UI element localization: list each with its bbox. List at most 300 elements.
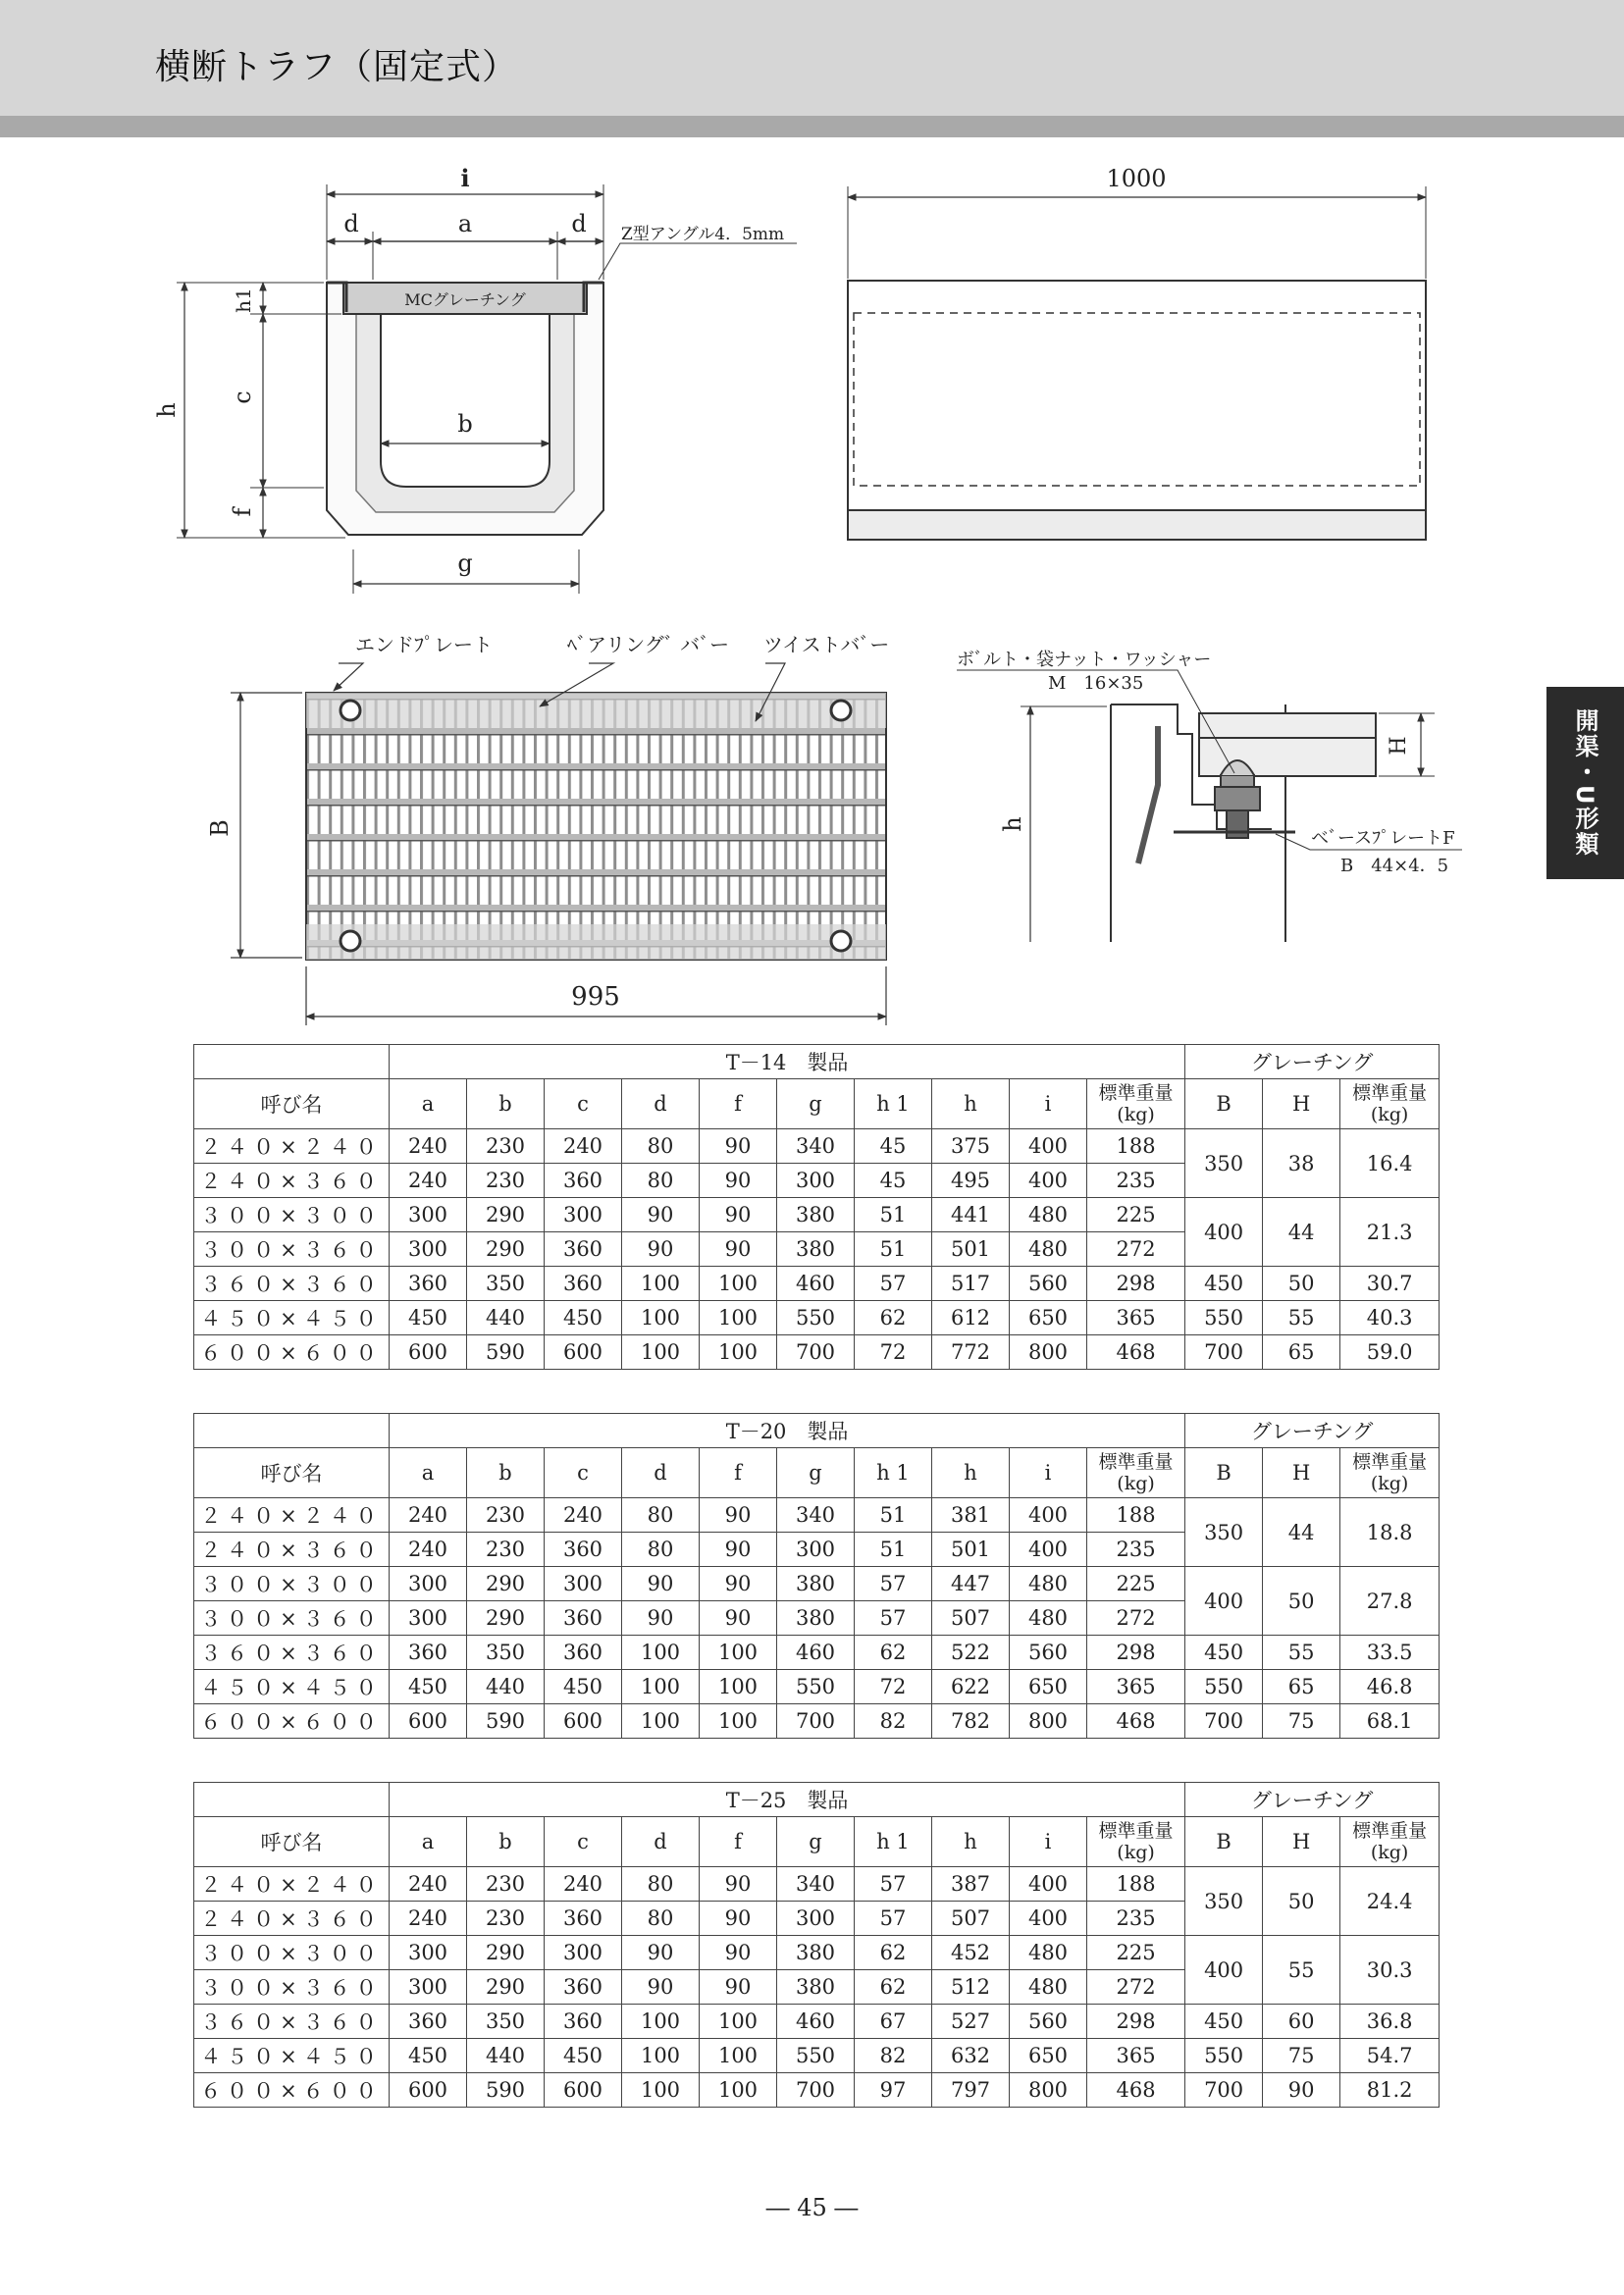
grating-cell: 30.7: [1340, 1267, 1440, 1301]
grating-cell: 400: [1185, 1198, 1263, 1267]
dim-g-label: g: [457, 549, 473, 577]
table-cell: 62: [855, 1970, 932, 2005]
table-cell: 340: [777, 1867, 855, 1902]
table-cell: 90: [700, 1129, 777, 1164]
column-header: f: [700, 1817, 777, 1867]
column-header: h: [932, 1448, 1010, 1498]
table-cell: 100: [700, 1301, 777, 1335]
table-cell: 512: [932, 1970, 1010, 2005]
table-cell: 230: [467, 1164, 545, 1198]
table-cell: 507: [932, 1902, 1010, 1936]
column-header: h 1: [855, 1448, 932, 1498]
table-cell: 800: [1010, 1335, 1087, 1370]
grating-cell: 450: [1185, 1636, 1263, 1670]
column-header: c: [545, 1079, 622, 1129]
table-cell: 650: [1010, 1670, 1087, 1704]
base-plate-spec: B 44×4．5: [1340, 856, 1449, 876]
dim-d-label-right: d: [571, 210, 587, 237]
table-cell: 782: [932, 1704, 1010, 1739]
table-cell: 350: [467, 2005, 545, 2039]
table-cell: 360: [545, 1232, 622, 1267]
table-cell: 365: [1087, 1670, 1185, 1704]
table-row: [194, 1301, 1440, 1335]
table-cell: 90: [622, 1567, 700, 1601]
table-cell: 632: [932, 2039, 1010, 2073]
column-header: 呼び名: [194, 1079, 390, 1129]
table-cell: 240: [545, 1129, 622, 1164]
table-cell: 550: [777, 2039, 855, 2073]
table-cell: 90: [700, 1601, 777, 1636]
grating-cell: 75: [1263, 2039, 1340, 2073]
table-cell: 600: [390, 1704, 467, 1739]
table-cell: 80: [622, 1867, 700, 1902]
table-cell: 90: [700, 1970, 777, 2005]
table-cell: 560: [1010, 1267, 1087, 1301]
table-cell: 290: [467, 1601, 545, 1636]
table-cell: 590: [467, 1335, 545, 1370]
table-cell: 772: [932, 1335, 1010, 1370]
table-header-row: [194, 1817, 1440, 1867]
nominal-size-cell: ２４０×２４０: [194, 1498, 390, 1533]
table-cell: 272: [1087, 1970, 1185, 2005]
table-cell: 67: [855, 2005, 932, 2039]
table-cell: 230: [467, 1867, 545, 1902]
table-cell: 90: [700, 1164, 777, 1198]
bolt-spec: M 16×35: [1048, 673, 1144, 694]
table-cell: 90: [622, 1601, 700, 1636]
nominal-size-cell: ６００×６００: [194, 1335, 390, 1370]
grating-cell: 36.8: [1340, 2005, 1440, 2039]
grating-cell: 550: [1185, 1670, 1263, 1704]
dim-a-label: a: [457, 210, 473, 237]
grating-cell: 59.0: [1340, 1335, 1440, 1370]
product-group-header: T－20 製品: [390, 1414, 1185, 1448]
table-cell: 240: [390, 1164, 467, 1198]
table-cell: 450: [390, 1301, 467, 1335]
table-cell: 188: [1087, 1498, 1185, 1533]
table-cell: 90: [622, 1198, 700, 1232]
table-row: [194, 1936, 1440, 1970]
table-cell: 600: [545, 1704, 622, 1739]
table-row: [194, 1129, 1440, 1164]
table-cell: 550: [777, 1670, 855, 1704]
table-row: [194, 1498, 1440, 1533]
table-cell: 90: [700, 1533, 777, 1567]
table-cell: 90: [700, 1867, 777, 1902]
nominal-size-cell: ３００×３６０: [194, 1970, 390, 2005]
grating-cell: 54.7: [1340, 2039, 1440, 2073]
table-cell: 501: [932, 1232, 1010, 1267]
base-plate-label: ベﾞースﾌﾟレートF: [1311, 828, 1455, 849]
table-cell: 441: [932, 1198, 1010, 1232]
table-cell: 290: [467, 1232, 545, 1267]
table-cell: 375: [932, 1129, 1010, 1164]
table-corner-cell: [194, 1045, 390, 1079]
table-cell: 460: [777, 2005, 855, 2039]
table-cell: 700: [777, 1335, 855, 1370]
table-cell: 400: [1010, 1164, 1087, 1198]
table-cell: 468: [1087, 1335, 1185, 1370]
table-cell: 600: [545, 2073, 622, 2108]
grating-cell: 38: [1263, 1129, 1340, 1198]
column-header: c: [545, 1448, 622, 1498]
grating-cell: 16.4: [1340, 1129, 1440, 1198]
end-plate-label: エンドﾌﾟレート: [355, 633, 493, 656]
table-cell: 298: [1087, 1636, 1185, 1670]
table-cell: 298: [1087, 2005, 1185, 2039]
column-header: i: [1010, 1817, 1087, 1867]
header-strip: [0, 116, 1624, 137]
column-header: a: [390, 1817, 467, 1867]
table-cell: 100: [700, 2039, 777, 2073]
column-header: b: [467, 1448, 545, 1498]
side-view-drawing: [848, 186, 1426, 540]
nominal-size-cell: ２４０×３６０: [194, 1164, 390, 1198]
nominal-size-cell: ６００×６００: [194, 1704, 390, 1739]
nominal-size-cell: ３６０×３６０: [194, 1267, 390, 1301]
table-cell: 460: [777, 1267, 855, 1301]
table-cell: 100: [700, 1267, 777, 1301]
column-header: h 1: [855, 1079, 932, 1129]
table-cell: 800: [1010, 1704, 1087, 1739]
table-cell: 300: [545, 1567, 622, 1601]
table-cell: 90: [700, 1198, 777, 1232]
table-cell: 380: [777, 1232, 855, 1267]
table-row: [194, 2039, 1440, 2073]
nominal-size-cell: ４５０×４５０: [194, 1301, 390, 1335]
table-cell: 360: [545, 1970, 622, 2005]
table-cell: 272: [1087, 1232, 1185, 1267]
table-cell: 468: [1087, 2073, 1185, 2108]
table-title-row: [194, 1414, 1440, 1448]
table-cell: 360: [545, 1164, 622, 1198]
table-cell: 380: [777, 1936, 855, 1970]
table-cell: 612: [932, 1301, 1010, 1335]
table-cell: 300: [390, 1232, 467, 1267]
nominal-size-cell: ２４０×３６０: [194, 1533, 390, 1567]
nominal-size-cell: ３００×３６０: [194, 1601, 390, 1636]
table-title-row: [194, 1045, 1440, 1079]
nominal-size-cell: ２４０×３６０: [194, 1902, 390, 1936]
column-header: B: [1185, 1817, 1263, 1867]
grating-group-header: グレーチング: [1185, 1783, 1440, 1817]
table-cell: 450: [545, 1670, 622, 1704]
table-cell: 80: [622, 1164, 700, 1198]
table-header-row: [194, 1079, 1440, 1129]
column-header: 標準重量 (kg): [1340, 1817, 1440, 1867]
table-cell: 360: [545, 2005, 622, 2039]
table-cell: 400: [1010, 1498, 1087, 1533]
grating-cell: 50: [1263, 1567, 1340, 1636]
table-cell: 80: [622, 1129, 700, 1164]
table-cell: 360: [545, 1267, 622, 1301]
table-cell: 360: [545, 1533, 622, 1567]
table-cell: 452: [932, 1936, 1010, 1970]
table-cell: 82: [855, 1704, 932, 1739]
grating-cell: 75: [1263, 1704, 1340, 1739]
nominal-size-cell: ３６０×３６０: [194, 2005, 390, 2039]
table-cell: 400: [1010, 1533, 1087, 1567]
table-cell: 100: [622, 1670, 700, 1704]
table-cell: 590: [467, 1704, 545, 1739]
table-cell: 188: [1087, 1129, 1185, 1164]
table-cell: 797: [932, 2073, 1010, 2108]
cross-section-drawing: [177, 184, 797, 594]
table-cell: 80: [622, 1498, 700, 1533]
table-cell: 300: [545, 1198, 622, 1232]
table-cell: 360: [545, 1902, 622, 1936]
table-cell: 240: [545, 1867, 622, 1902]
dim-H-label: H: [1387, 736, 1411, 756]
grating-cell: 65: [1263, 1335, 1340, 1370]
table-corner-cell: [194, 1783, 390, 1817]
grating-cell: 55: [1263, 1301, 1340, 1335]
table-cell: 460: [777, 1636, 855, 1670]
column-header: d: [622, 1079, 700, 1129]
table-cell: 380: [777, 1198, 855, 1232]
grating-cell: 55: [1263, 1936, 1340, 2005]
table-cell: 240: [390, 1902, 467, 1936]
table-cell: 560: [1010, 2005, 1087, 2039]
page-title: 横断トラフ（固定式）: [155, 47, 519, 87]
grating-cell: 350: [1185, 1867, 1263, 1936]
nominal-size-cell: ３００×３６０: [194, 1232, 390, 1267]
dim-h-label: h: [153, 402, 181, 418]
table-cell: 82: [855, 2039, 932, 2073]
table-cell: 400: [1010, 1129, 1087, 1164]
table-cell: 100: [622, 1301, 700, 1335]
table-cell: 480: [1010, 1232, 1087, 1267]
grating-cell: 81.2: [1340, 2073, 1440, 2108]
table-cell: 380: [777, 1601, 855, 1636]
table-cell: 468: [1087, 1704, 1185, 1739]
table-cell: 290: [467, 1970, 545, 2005]
grating-cell: 400: [1185, 1567, 1263, 1636]
grating-cell: 68.1: [1340, 1704, 1440, 1739]
table-cell: 300: [390, 1601, 467, 1636]
table-cell: 100: [622, 2005, 700, 2039]
table-cell: 290: [467, 1198, 545, 1232]
table-cell: 80: [622, 1533, 700, 1567]
table-cell: 51: [855, 1232, 932, 1267]
spec-table-t14: [193, 1044, 1440, 1370]
table-cell: 387: [932, 1867, 1010, 1902]
dim-B-label: B: [206, 819, 234, 837]
grating-group-header: グレーチング: [1185, 1045, 1440, 1079]
table-cell: 240: [545, 1498, 622, 1533]
grating-cell: 55: [1263, 1636, 1340, 1670]
table-cell: 360: [545, 1636, 622, 1670]
twist-bar-label: ツイストバﾞー: [763, 633, 890, 656]
nominal-size-cell: ２４０×２４０: [194, 1129, 390, 1164]
table-cell: 57: [855, 1567, 932, 1601]
grating-cell: 44: [1263, 1498, 1340, 1567]
table-cell: 360: [545, 1601, 622, 1636]
table-cell: 527: [932, 2005, 1010, 2039]
table-cell: 300: [777, 1164, 855, 1198]
table-cell: 365: [1087, 1301, 1185, 1335]
table-cell: 360: [390, 1267, 467, 1301]
table-cell: 45: [855, 1164, 932, 1198]
nominal-size-cell: ２４０×２４０: [194, 1867, 390, 1902]
table-cell: 450: [390, 1670, 467, 1704]
table-cell: 480: [1010, 1198, 1087, 1232]
grating-cell: 700: [1185, 1335, 1263, 1370]
grating-plan-drawing: [231, 663, 886, 1025]
table-cell: 100: [700, 1670, 777, 1704]
table-cell: 350: [467, 1267, 545, 1301]
bolt-label: ボﾞルト・袋ナット・ワッシャー: [957, 650, 1212, 670]
dim-c-label: c: [229, 391, 256, 404]
column-header: B: [1185, 1448, 1263, 1498]
column-header: 標準重量 (kg): [1087, 1448, 1185, 1498]
product-group-header: T－25 製品: [390, 1783, 1185, 1817]
table-cell: 240: [390, 1498, 467, 1533]
table-cell: 90: [622, 1232, 700, 1267]
nominal-size-cell: ３００×３００: [194, 1567, 390, 1601]
table-cell: 51: [855, 1533, 932, 1567]
column-header: i: [1010, 1079, 1087, 1129]
table-cell: 72: [855, 1670, 932, 1704]
table-cell: 300: [390, 1970, 467, 2005]
table-cell: 440: [467, 2039, 545, 2073]
table-cell: 340: [777, 1129, 855, 1164]
table-cell: 100: [622, 2039, 700, 2073]
table-cell: 560: [1010, 1636, 1087, 1670]
column-header: c: [545, 1817, 622, 1867]
table-cell: 300: [390, 1198, 467, 1232]
table-cell: 230: [467, 1498, 545, 1533]
table-cell: 447: [932, 1567, 1010, 1601]
table-cell: 600: [545, 1335, 622, 1370]
grating-group-header: グレーチング: [1185, 1414, 1440, 1448]
grating-cell: 400: [1185, 1936, 1263, 2005]
column-header: i: [1010, 1448, 1087, 1498]
table-cell: 57: [855, 1601, 932, 1636]
grating-cell: 50: [1263, 1267, 1340, 1301]
column-header: b: [467, 1817, 545, 1867]
table-cell: 90: [622, 1970, 700, 2005]
side-index-tab: 開渠・U形類: [1546, 687, 1624, 879]
grating-cell: 33.5: [1340, 1636, 1440, 1670]
grating-cell: 550: [1185, 2039, 1263, 2073]
table-row: [194, 1198, 1440, 1232]
table-cell: 381: [932, 1498, 1010, 1533]
table-cell: 300: [545, 1936, 622, 1970]
technical-drawings: [0, 147, 1624, 1030]
dim-f-label: f: [229, 507, 256, 517]
spec-table-t25: [193, 1782, 1440, 2108]
column-header: f: [700, 1448, 777, 1498]
table-cell: 290: [467, 1936, 545, 1970]
table-cell: 300: [390, 1567, 467, 1601]
table-cell: 62: [855, 1936, 932, 1970]
table-row: [194, 1267, 1440, 1301]
grating-label: MCグレーチング: [404, 290, 526, 309]
table-cell: 522: [932, 1636, 1010, 1670]
table-cell: 450: [545, 1301, 622, 1335]
table-cell: 51: [855, 1498, 932, 1533]
table-cell: 365: [1087, 2039, 1185, 2073]
table-cell: 57: [855, 1267, 932, 1301]
table-cell: 650: [1010, 2039, 1087, 2073]
grating-cell: 450: [1185, 2005, 1263, 2039]
table-cell: 622: [932, 1670, 1010, 1704]
table-title-row: [194, 1783, 1440, 1817]
table-cell: 62: [855, 1301, 932, 1335]
spec-table-t20: [193, 1413, 1440, 1739]
table-cell: 100: [622, 1704, 700, 1739]
table-cell: 650: [1010, 1301, 1087, 1335]
table-cell: 240: [390, 1533, 467, 1567]
table-cell: 97: [855, 2073, 932, 2108]
column-header: g: [777, 1448, 855, 1498]
column-header: f: [700, 1079, 777, 1129]
table-cell: 450: [390, 2039, 467, 2073]
column-header: 標準重量 (kg): [1087, 1079, 1185, 1129]
table-cell: 225: [1087, 1198, 1185, 1232]
table-cell: 700: [777, 2073, 855, 2108]
dim-i-label: i: [460, 164, 470, 192]
grating-cell: 21.3: [1340, 1198, 1440, 1267]
dim-d-label-left: d: [343, 210, 359, 237]
table-cell: 350: [467, 1636, 545, 1670]
table-cell: 480: [1010, 1601, 1087, 1636]
product-group-header: T－14 製品: [390, 1045, 1185, 1079]
nominal-size-cell: ３００×３００: [194, 1936, 390, 1970]
table-cell: 440: [467, 1670, 545, 1704]
nominal-size-cell: ６００×６００: [194, 2073, 390, 2108]
table-cell: 100: [622, 1636, 700, 1670]
table-cell: 225: [1087, 1936, 1185, 1970]
table-cell: 298: [1087, 1267, 1185, 1301]
column-header: 呼び名: [194, 1817, 390, 1867]
table-cell: 100: [622, 1267, 700, 1301]
table-header-row: [194, 1448, 1440, 1498]
grating-cell: 550: [1185, 1301, 1263, 1335]
table-cell: 380: [777, 1567, 855, 1601]
table-cell: 235: [1087, 1533, 1185, 1567]
table-cell: 360: [390, 1636, 467, 1670]
table-cell: 230: [467, 1533, 545, 1567]
table-row: [194, 1335, 1440, 1370]
table-cell: 100: [700, 2005, 777, 2039]
grating-cell: 350: [1185, 1498, 1263, 1567]
grating-cell: 90: [1263, 2073, 1340, 2108]
table-cell: 90: [622, 1936, 700, 1970]
grating-cell: 30.3: [1340, 1936, 1440, 2005]
grating-cell: 60: [1263, 2005, 1340, 2039]
table-cell: 100: [700, 2073, 777, 2108]
table-cell: 100: [700, 1335, 777, 1370]
table-cell: 90: [700, 1498, 777, 1533]
table-cell: 90: [700, 1902, 777, 1936]
table-cell: 235: [1087, 1164, 1185, 1198]
table-cell: 517: [932, 1267, 1010, 1301]
grating-cell: 24.4: [1340, 1867, 1440, 1936]
table-cell: 230: [467, 1129, 545, 1164]
column-header: H: [1263, 1448, 1340, 1498]
table-corner-cell: [194, 1414, 390, 1448]
table-cell: 80: [622, 1902, 700, 1936]
grating-cell: 700: [1185, 2073, 1263, 2108]
table-cell: 45: [855, 1129, 932, 1164]
column-header: b: [467, 1079, 545, 1129]
column-header: H: [1263, 1079, 1340, 1129]
grating-cell: 65: [1263, 1670, 1340, 1704]
table-row: [194, 1867, 1440, 1902]
column-header: h: [932, 1079, 1010, 1129]
